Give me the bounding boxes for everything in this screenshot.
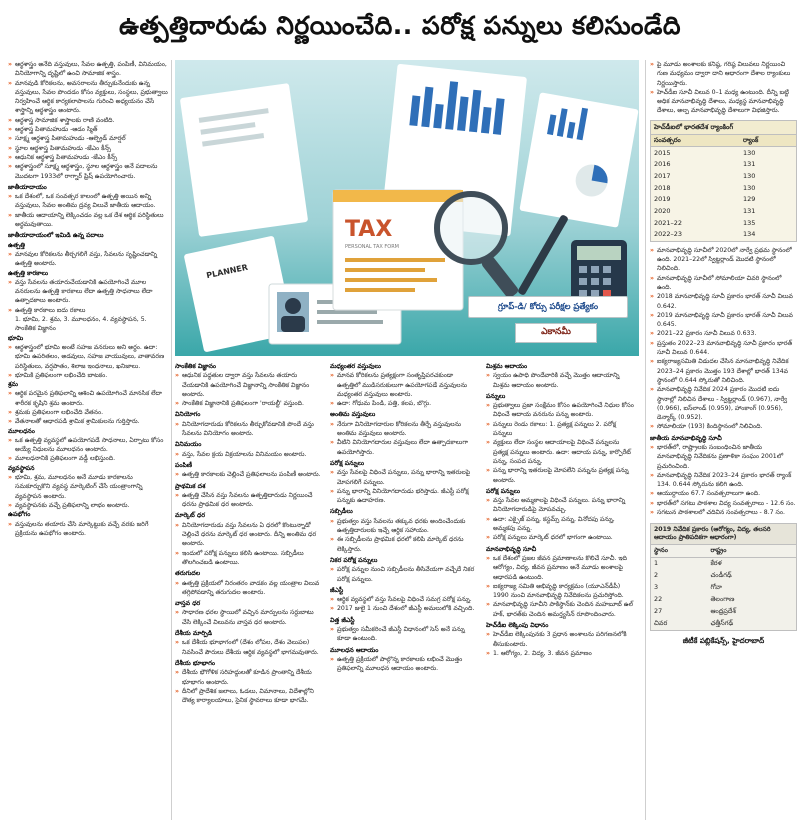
headline-text: ఉత్పత్తిదారుడు నిర్ణయించేది.. పరోక్ష పన్నులు కలిసుండేది — [118, 11, 682, 40]
table-row — [651, 618, 797, 631]
table-cell: 135 — [742, 218, 756, 227]
table-row — [651, 229, 797, 241]
list-item: » ప్రభుత్వం వస్తు సేవలను తక్కువ ధరకు అందించేందుకు ఉత్పత్తిదారులకు ఇచ్చే ఆర్థిక సహాయం. — [330, 517, 478, 536]
section-heading: తరుగుదల — [175, 570, 201, 578]
list-item: » ఉత్పత్తి ప్రక్రియలో నిరంతరం వాడకం వల్ల యంత్రాల విలువ తగ్గిపోవడాన్ని తరుగుదల అంటారు. — [175, 579, 323, 598]
list-item: » ఒక దేశీయ భూభాగంలో (దేశం లోపల, దేశం వెలుపల) నివసించే పౌరులు దేశీయ ఆర్థిక వ్యవస్థలో భాగమవుతారు. — [175, 638, 323, 657]
list-item: » పరోక్ష పన్నులు మార్కెట్ ధరలో భాగంగా ఉంటాయి. — [486, 533, 636, 542]
section-heading: వ్యవస్థాపన — [8, 464, 35, 472]
list-item: » ఆధునిక పద్ధతుల ద్వారా వస్తు సేవలను తయారు చేయడానికి ఉపయోగించే విజ్ఞానాన్ని సాంకేతిక విజ్ఞానం అంటారు. — [175, 371, 323, 399]
column-1 — [8, 60, 172, 820]
state-index-caption: 2019 నివేదిక ప్రకారం (ఆరోగ్యం, విద్య, తలసరి ఆదాయం ప్రాతిపదికగా ఆధారంగా) — [650, 523, 797, 544]
list-item: » ప్రస్తుతం 2022–23 మానవాభివృద్ధి సూచీ ప్రకారం భారత్ సూచీ విలువ 0.644. — [650, 339, 797, 358]
list-item: » ఆధునిక ఆర్థశాస్త్ర పితామహుడు -జేఎం కీన్స్ — [8, 153, 168, 162]
list-item: » 2019 మానవాభివృద్ధి సూచీ ప్రకారం భారత్ సూచీ విలువ 0.645. — [650, 311, 797, 330]
column-2 — [175, 362, 323, 818]
section-heading: జీఎస్టీ — [330, 586, 344, 594]
table-row — [651, 582, 797, 594]
list-item: » ఒక దేశంలో ప్రజల జీవన ప్రమాణాలను కొలిచే సూచీ. ఇది ఆరోగ్యం, విద్య, జీవన ప్రమాణం అనే మూడు అంశాలపై ఆధారపడి ఉంటుంది. — [486, 554, 636, 582]
planner-label: PLANNER — [205, 262, 249, 281]
list-item: » 2017 జులై 1 నుంచి దేశంలో జీఎస్టీ అమలులోకి వచ్చింది. — [330, 604, 478, 613]
table-cell: 2022–23 — [654, 230, 683, 239]
list-item: » పన్ను భారాన్ని ఇతరులపై మోపలేని పన్నును ప్రత్యక్ష పన్ను అంటారు. — [486, 466, 636, 485]
list-item: » ఆర్థిక వ్యవస్థలో వస్తు సేవలపై విధించే సమగ్ర పరోక్ష పన్ను. — [330, 595, 478, 604]
hero-byline: ఎకానమీ — [515, 323, 597, 343]
list-item: » ఆర్థశాస్త్ర పితామహుడు -ఆడం స్మిత్ — [8, 125, 168, 134]
table-row — [651, 194, 797, 206]
table-header: ర్యాంక్ — [740, 135, 797, 147]
list-item: » ఉదా: ఎక్సైజ్ పన్ను, కస్టమ్స్ పన్ను, వినోదపు పన్ను, అమ్మకపు పన్ను. — [486, 515, 636, 534]
headline — [0, 0, 800, 58]
table-cell: 2018 — [654, 183, 671, 192]
section-heading: మధ్యంతర వస్తువులు — [330, 363, 381, 370]
article-page — [8, 60, 796, 820]
list-item: » భూమి, శ్రమ, మూలధనం అనే మూడు కారకాలను సమకూర్చుకొని వ్యవస్థ మార్కెటింగ్ చేసే యంత్రాంగాన్ని వ్యవస్థాపన అంటారు. — [8, 473, 168, 501]
table-row — [651, 206, 797, 218]
list-item: » ఉత్పత్తి చేసిన వస్తు సేవలను ఉత్పత్తిదారుడు నిర్ణయించే ధరను ప్రాథమిక ధర అంటారు. — [175, 491, 323, 510]
list-item: » వినియోగదారుడు వస్తు సేవలను ఏ ధరలో కొంటున్నాడో చెల్లించే ధరను మార్కెట్ ధర అంటారు. దీన్ని అంతిమ ధర అంటారు. — [175, 521, 323, 549]
section-heading: హెచ్‌డీఐ లెక్కింపు విధానం — [486, 622, 549, 630]
list-item: » సోమాలియా (193) కిందిస్థానంలో నిలిచింది. — [650, 422, 797, 431]
section-heading: జాతీయాదాయం — [8, 183, 47, 191]
section-heading: నికర పరోక్ష పన్నులు — [330, 556, 378, 564]
table-header-row — [651, 545, 797, 557]
list-item: » మానవాభివృద్ధి సూచీని పాకిస్థాన్‌కు చెందిన మహబూబ్ ఉల్ హక్, భారత్‌కు చెందిన అమర్త్యసేన్ రూపొందించారు. — [486, 600, 636, 619]
section-heading: ఉత్పత్తి కారకాలు — [8, 269, 49, 277]
state-index-table — [650, 544, 797, 631]
section-heading: దేశీయ భూభాగం — [175, 659, 216, 667]
list-item: » ఒక ఉత్పత్తి వ్యవస్థలో ఉపయోగపడే సాధనాలు, ఏర్పాటు కోసం అయ్యే నిధులను మూలధనం అంటారు. — [8, 436, 168, 455]
table-cell: 130 — [742, 183, 756, 192]
list-item: » వస్తువులను తయారు చేసి మార్కెట్టుకు వచ్చే వరకు జరిగే ప్రక్రియను ఉపభోగం అంటారు. — [8, 520, 168, 539]
list-item: » ఉత్పత్తి కారకాలకు చెల్లించే ప్రతిఫలాలను పంపిణీ అంటారు. — [175, 470, 323, 479]
list-item: » వ్యవస్థాపనకు వచ్చే ప్రతిఫలాన్ని లాభం అంటారు. — [8, 501, 168, 510]
list-item: » సూక్ష్మ ఆర్థశాస్త్ర పితామహుడు -ఆల్ఫ్రెడ్ మార్షల్ — [8, 134, 168, 143]
list-item: » ఈ సబ్సిడీలను ప్రాథమిక ధరలో కలిపి మార్కెట్ ధరను లెక్కిస్తారు. — [330, 535, 478, 554]
list-item: » ఉత్పత్తి ప్రక్రియలో పాల్గొన్న కారకాలకు లభించే మొత్తం ప్రతిఫలాన్ని మూలధన ఆదాయం అంటారు. — [330, 655, 478, 674]
list-item: » పన్నులు రెండు రకాలు: 1. ప్రత్యక్ష పన్నులు 2. పరోక్ష పన్నులు — [486, 420, 636, 439]
list-item: » ఆర్థశాస్త్రం అనేది వస్తువులు, సేవల ఉత్పత్తి, పంపిణీ, వినిమయం, వినియోగాన్ని దృష్టిలో ఉంచి సామాజిక శాస్త్రం. — [8, 60, 168, 79]
list-item: » మానవ కోరికలను ప్రత్యక్షంగా సంతృప్తిపరచకుండా ఉత్పత్తిలో ముడిసరుకులుగా ఉపయోగపడే వస్తువులను మధ్యంతర వస్తువులు అంటారు. — [330, 371, 478, 399]
list-item: » 2021–22 ప్రకారం సూచీ విలువ 0.633. — [650, 329, 797, 338]
section-heading: శ్రమ — [8, 381, 18, 389]
list-item: » ఉదా: గోధుమ పిండి, పత్తి, కలప, బొగ్గు. — [330, 399, 478, 408]
section-heading: మార్కెట్ ధర — [175, 512, 206, 520]
list-item: » వ్యక్తులు లేదా సంస్థల ఆదాయాలపై విధించే పన్నులను ప్రత్యక్ష పన్నులు అంటారు. ఉదా: ఆదాయ పన్ను, కార్పొరేట్ పన్ను, సంపద పన్ను. — [486, 438, 636, 466]
column-4 — [486, 362, 636, 818]
section-heading: పరోక్ష పన్నులు — [486, 487, 521, 495]
list-item: » భారత్‌లో, రాష్ట్రాలకు సంబంధించిన జాతీయ మానవాభివృద్ధి నివేదికను ప్రణాళికా సంఘం 2001లో ప్రచురించింది. — [650, 443, 797, 471]
section-heading: మూలధన ఆదాయం — [330, 646, 379, 654]
list-item: » పన్ను భారాన్ని వినియోగదారుడు భరిస్తాడు. జీఎస్టీ పరోక్ష పన్నుకు ఉదాహరణ. — [330, 487, 478, 506]
list-item: » మానవాభివృద్ధి నివేదిక 2024 ప్రకారం మొదటి ఐదు స్థానాల్లో నిలిచిన దేశాలు - స్విట్జర్లాండ్ (0.967), నార్వే (0.966), ఐస్‌లాండ్ (0.959), హాంకాంగ్ (0.956), డెన్మార్క్ (0.952). — [650, 385, 797, 422]
list-item: » వస్తు సేవలపై విధించే పన్నులు, పన్ను భారాన్ని ఇతరులపై మోపగలిగే పన్నులు. — [330, 468, 478, 487]
table-row — [651, 606, 797, 618]
table-cell: 131 — [742, 160, 756, 169]
table-row — [651, 159, 797, 171]
table-cell: 2016 — [654, 160, 671, 169]
section-heading: విత్త జీఎస్టీ — [330, 616, 355, 624]
hero-tagline: గ్రూప్‌-డి/ కోర్సు పరీక్షల ప్రత్యేకం — [468, 296, 628, 318]
factor-list: 1. భూమి, 2. శ్రమ, 3. మూలధనం, 4. వ్యవస్థాపన, 5. సాంకేతిక విజ్ఞానం — [15, 316, 147, 333]
table-cell: 130 — [742, 171, 756, 180]
list-item: » ఒక దేశంలో, ఒక సంవత్సర కాలంలో ఉత్పత్తి అయిన అన్ని వస్తువులు, సేవల అంతిమ ద్రవ్య విలువే జాతీయ ఆదాయం. — [8, 192, 168, 211]
list-item: » ఆర్థశాస్త్రంలో భూమి అంటే సహజ వనరులు అని అర్థం. ఉదా: భూమి ఉపరితలం, అడవులు, సహజ వాయువులు, వాతావరణ పరిస్థితులు, వర్షపాతం, శిలాజ ఇంధనాలు, ఖనిజాలు. — [8, 343, 168, 371]
list-item: » శ్రమకు ప్రతిఫలంగా లభించేది వేతనం. — [8, 408, 168, 417]
table-cell: 2019 — [654, 195, 671, 204]
section-heading: ఉపభోగం — [8, 511, 31, 519]
table-cell: కేరళ — [710, 559, 722, 568]
list-item: » మానవుడి కోరికలను, అవసరాలను తీర్చుకునేందుకు ఉన్న వస్తువులు, సేవల పొందడం కోసం వ్యక్తులు, సంస్థలు, ప్రభుత్వాలు నిర్వహించే ఆర్థిక కార్యకలాపాలను గురించి అధ్యయనం చేసే శాస్త్రాన్ని ఆర్థశాస్త్రం అంటారు. — [8, 79, 168, 116]
section-heading: దేశీయ మార్పిడి — [175, 630, 213, 638]
list-item: » మూలధనానికి ప్రతిఫలంగా వడ్డీ లభిస్తుంది. — [8, 454, 168, 463]
table-cell: ఛత్తీస్‌గఢ్ — [710, 619, 734, 628]
list-item: » ఉత్పత్తి కారకాలు ఐదు రకాలు — [8, 306, 168, 315]
list-item: » 1. ఆరోగ్యం, 2. విద్య, 3. జీవన ప్రమాణం — [486, 649, 636, 658]
list-item: » ఐక్యరాజ్య సమితి అభివృద్ధి కార్యక్రమం (యూఎన్‌డీపీ) 1990 నుంచి మానవాభివృద్ధి నివేదికలను ప్రచురిస్తోంది. — [486, 582, 636, 601]
table-cell: 130 — [742, 148, 756, 157]
list-item: » సాధారణ ధరల స్థాయిలో వచ్చిన మార్పులను సర్దుబాటు చేసి లెక్కించే విలువను వాస్తవ ధర అంటారు. — [175, 608, 323, 627]
list-item: » వస్తు సేవల అమ్మకాలపై విధించే పన్నులు. పన్ను భారాన్ని వినియోగదారుడిపై మోపవచ్చు. — [486, 496, 636, 515]
list-item: » స్థూల ఆర్థశాస్త్ర పితామహుడు -జేఎం కీన్స్ — [8, 144, 168, 153]
rank-table — [650, 134, 797, 242]
table-cell: 2020 — [654, 206, 671, 215]
table-row — [651, 147, 797, 159]
table-cell: 3 — [654, 583, 659, 592]
table-cell: 2 — [654, 571, 659, 580]
list-item: » హెచ్‌డీఐ సూచీ విలువ 0–1 మధ్య ఉంటుంది. దీన్ని బట్టి అధిక మానవాభివృద్ధి దేశాలు, మధ్యస్థ మానవాభివృద్ధి దేశాలు, అల్ప మానవాభివృద్ధి దేశాలుగా విభజిస్తారు. — [650, 88, 797, 116]
list-item: » ఐక్యరాజ్యసమితి విడుదల చేసిన మానవాభివృద్ధి నివేదిక 2023–24 ప్రకారం మొత్తం 193 దేశాల్లో భారత్ 134వ స్థానంలో 0.644 స్కోరుతో నిలిచింది. — [650, 357, 797, 385]
intro-list — [8, 60, 168, 181]
section-heading: సబ్సిడీలు — [330, 508, 353, 516]
section-heading: ఉత్పత్తి — [8, 241, 25, 249]
list-item: » నేరుగా వినియోగదారుల కోరికలను తీర్చే వస్తువులను అంతిమ వస్తువులు అంటారు. — [330, 420, 478, 439]
table-row — [651, 594, 797, 606]
hero-illustration — [175, 60, 639, 356]
pen-icon — [517, 214, 569, 296]
document-icon — [180, 83, 308, 237]
table-header: స్థానం — [651, 545, 708, 557]
table-cell: 131 — [742, 206, 756, 215]
table-cell: చండీగఢ్ — [710, 571, 732, 580]
table-cell: ఆంధ్రప్రదేశ్ — [710, 607, 736, 616]
list-item: » వస్తు సేవలను తయారుచేయడానికి ఉపయోగించే మూల వనరులను ఉత్పత్తి కారకాలు లేదా ఉత్పత్తి సాధనాలు లేదా ఉత్పాదకాలు అంటారు. — [8, 278, 168, 306]
list-item: » వీటిని వినియోగదారుల వస్తువులు లేదా ఉత్పాదకాలుగా ఉపయోగిస్తారు. — [330, 438, 478, 457]
rank-table-caption: హెచ్‌డీఐలో భారతదేశ ర్యాంకింగ్ — [650, 120, 797, 134]
section-heading: అంతిమ వస్తువులు — [330, 411, 376, 419]
table-header-row — [651, 135, 797, 147]
table-header: సంవత్సరం — [651, 135, 740, 147]
section-heading: ప్రాథమిక దశ — [175, 482, 206, 490]
tax-sub: PERSONAL TAX FORM — [345, 244, 399, 250]
table-row — [651, 182, 797, 194]
table-cell: 2021–22 — [654, 218, 683, 227]
list-item: » భారత్‌లో సగటు పాఠశాల విద్య సంవత్సరాలు - 12.6 సం. — [650, 499, 797, 508]
list-item: » ప్రభుత్వాలు ప్రజా సంక్షేమం కోసం ఉపయోగించే నిధుల కోసం విధించే ఆదాయ వనరును పన్ను అంటారు. — [486, 401, 636, 420]
list-item: » హెచ్‌డీఐ లెక్కింపునకు 3 ప్రధాన అంశాలను పరిగణనలోకి తీసుకుంటారు. — [486, 630, 636, 649]
section-heading: జాతీయాదాయంలో ఇమిడి ఉన్న పదాలు — [8, 232, 104, 240]
list-item: » ఆర్థశాస్త్ర సామాజిక శాస్త్రాలకు రాణి వంటిది. — [8, 116, 168, 125]
list-item: » స్వయం ఉపాధి పొందేవారికి వచ్చే మొత్తం ఆదాయాన్ని మిశ్రమ ఆదాయం అంటారు. — [486, 371, 636, 390]
table-header: రాష్ట్రం — [707, 545, 796, 557]
section-heading: వాస్తవ ధర — [175, 600, 201, 608]
list-item: » 2018 మానవాభివృద్ధి సూచీ ప్రకారం భారత్ సూచీ విలువ 0.642. — [650, 292, 797, 311]
list-item: » పై మూడు అంశాలకు కనిష్ఠ, గరిష్ఠ విలువలు నిర్ణయించి గుణ మధ్యమం ద్వారా దాని ఆధారంగా దేశాల ర్యాంకులు నిర్ణయిస్తారు. — [650, 60, 797, 88]
chart-document-icon — [519, 92, 638, 228]
list-item: » పరోక్ష పన్నుల నుంచి సబ్సిడీలను తీసివేయగా వచ్చేదే నికర పరోక్ష పన్నులు. — [330, 565, 478, 584]
table-row — [651, 570, 797, 582]
list-item: » మానవాభివృద్ధి నివేదిక 2023–24 ప్రకారం భారత్ ర్యాంక్ 134. 0.644 స్కోరును కలిగి ఉంది. — [650, 471, 797, 490]
list-item: » మానవుల కోరికలను తీర్చగలిగే వస్తు, సేవలను సృష్టించడాన్ని ఉత్పత్తి అంటారు. — [8, 250, 168, 269]
section-heading: భూమి — [8, 334, 24, 342]
table-row — [651, 217, 797, 229]
list-item: » దేశీయ భౌగోళిక సరిహద్దులతో కూడిన ప్రాంతాన్ని దేశీయ భూభాగం అంటారు. — [175, 668, 323, 687]
table-cell: చివర — [654, 619, 668, 628]
table-cell: 2015 — [654, 148, 671, 157]
hero-image — [175, 60, 639, 356]
list-item: » వేతనాలతో ఆధారపడి శ్రామిక శ్రామికులను గుర్తిస్తారు. — [8, 417, 168, 426]
section-heading: వినియోగం — [175, 411, 201, 419]
list-item: » ఇందులో పరోక్ష పన్నులు కలిసి ఉంటాయి. సబ్సిడీలు తొలగించబడి ఉంటాయి. — [175, 549, 323, 568]
table-cell: 27 — [654, 607, 663, 616]
section-heading: పరోక్ష పన్నులు — [330, 459, 365, 467]
section-heading: మానవాభివృద్ధి సూచీ — [486, 545, 537, 553]
tax-word: TAX — [345, 217, 393, 242]
list-item: » ప్రభుత్వం సమీకరించే జీఎస్టీ విధానంలో సెస్ అనే పన్ను కూడా ఉంటుంది. — [330, 625, 478, 644]
table-cell: 2017 — [654, 171, 671, 180]
column-5 — [645, 60, 797, 820]
list-item: » జాతీయ ఆదాయాన్ని లెక్కించడం వల్ల ఒక దేశ ఆర్థిక పరిస్థితులు అర్థమవుతాయి. — [8, 211, 168, 230]
table-row — [651, 557, 797, 570]
section-heading: జాతీయ మానవాభివృద్ధి సూచీ — [650, 434, 722, 442]
list-item: » ఆర్థిక పరమైన ప్రతిఫలాన్ని ఆశించి ఉపయోగించే మానసిక లేదా శారీరక కృషిని శ్రమ అంటారు. — [8, 389, 168, 408]
section-heading: సాంకేతిక విజ్ఞానం — [175, 363, 217, 370]
list-item: » ఆర్థశాస్త్రంలో సూక్ష్మ ఆర్థశాస్త్రం, స్థూల ఆర్థశాస్త్రం అనే పదాలను మొదటగా 1933లో రాగ్నార్ ఫ్రిష్ ఉపయోగించారు. — [8, 162, 168, 181]
section-heading: మిశ్రమ ఆదాయం — [486, 363, 528, 370]
section-heading: మూలధనం — [8, 427, 35, 435]
section-heading: పంపిణీ — [175, 461, 193, 469]
list-item: » వస్తు, సేవల క్రయ విక్రయాలను వినిమయం అంటారు. — [175, 450, 323, 459]
list-item: » భూమికి ప్రతిఫలంగా లభించేది బాటకం. — [8, 371, 168, 380]
table-cell: 134 — [742, 230, 756, 239]
table-row — [651, 171, 797, 183]
list-item: » మానవాభివృద్ధి సూచీలో సోమాలియా చివరి స్థానంలో ఉంది. — [650, 274, 797, 293]
source-credit: జీటీకే పబ్లికేషన్స్, హైదరాబాద్ — [682, 636, 765, 646]
list-item: » సగటున పాఠశాలలో చదివిన సంవత్సరాలు - 8.7 సం. — [650, 508, 797, 517]
section-heading: వినిమయం — [175, 441, 202, 449]
section-heading: పన్నులు — [486, 392, 506, 400]
column-3 — [330, 362, 478, 818]
table-cell: 129 — [742, 195, 756, 204]
table-cell: తెలంగాణ — [710, 595, 735, 604]
table-cell: 1 — [654, 559, 659, 568]
list-item: » సాంకేతిక విజ్ఞానానికి ప్రతిఫలంగా 'రాయల్టీ' వస్తుంది. — [175, 399, 323, 408]
list-item: » ఆయుర్దాయం 67.7 సంవత్సరాలుగా ఉంది. — [650, 489, 797, 498]
list-item: » మానవాభివృద్ధి సూచీలో 2020లో నార్వే ప్రథమ స్థానంలో ఉంది. 2021–22లో స్విట్జర్లాండ్ మొదటి స్థానంలో నిలిచింది. — [650, 246, 797, 274]
table-cell: 22 — [654, 595, 663, 604]
list-item: » వినియోగదారుడు కోరికలను తీర్చుకోవడానికి పొందే వస్తు సేవలను వినియోగం అంటారు. — [175, 420, 323, 439]
list-item: » దీనిలో ప్రాదేశిక జలాలు, ఓడలు, విమానాలు, విదేశాల్లోని దౌత్య కార్యాలయాలు, సైనిక స్థావరాలు కూడా భాగమే. — [175, 687, 323, 706]
table-cell: గోవా — [710, 583, 722, 592]
